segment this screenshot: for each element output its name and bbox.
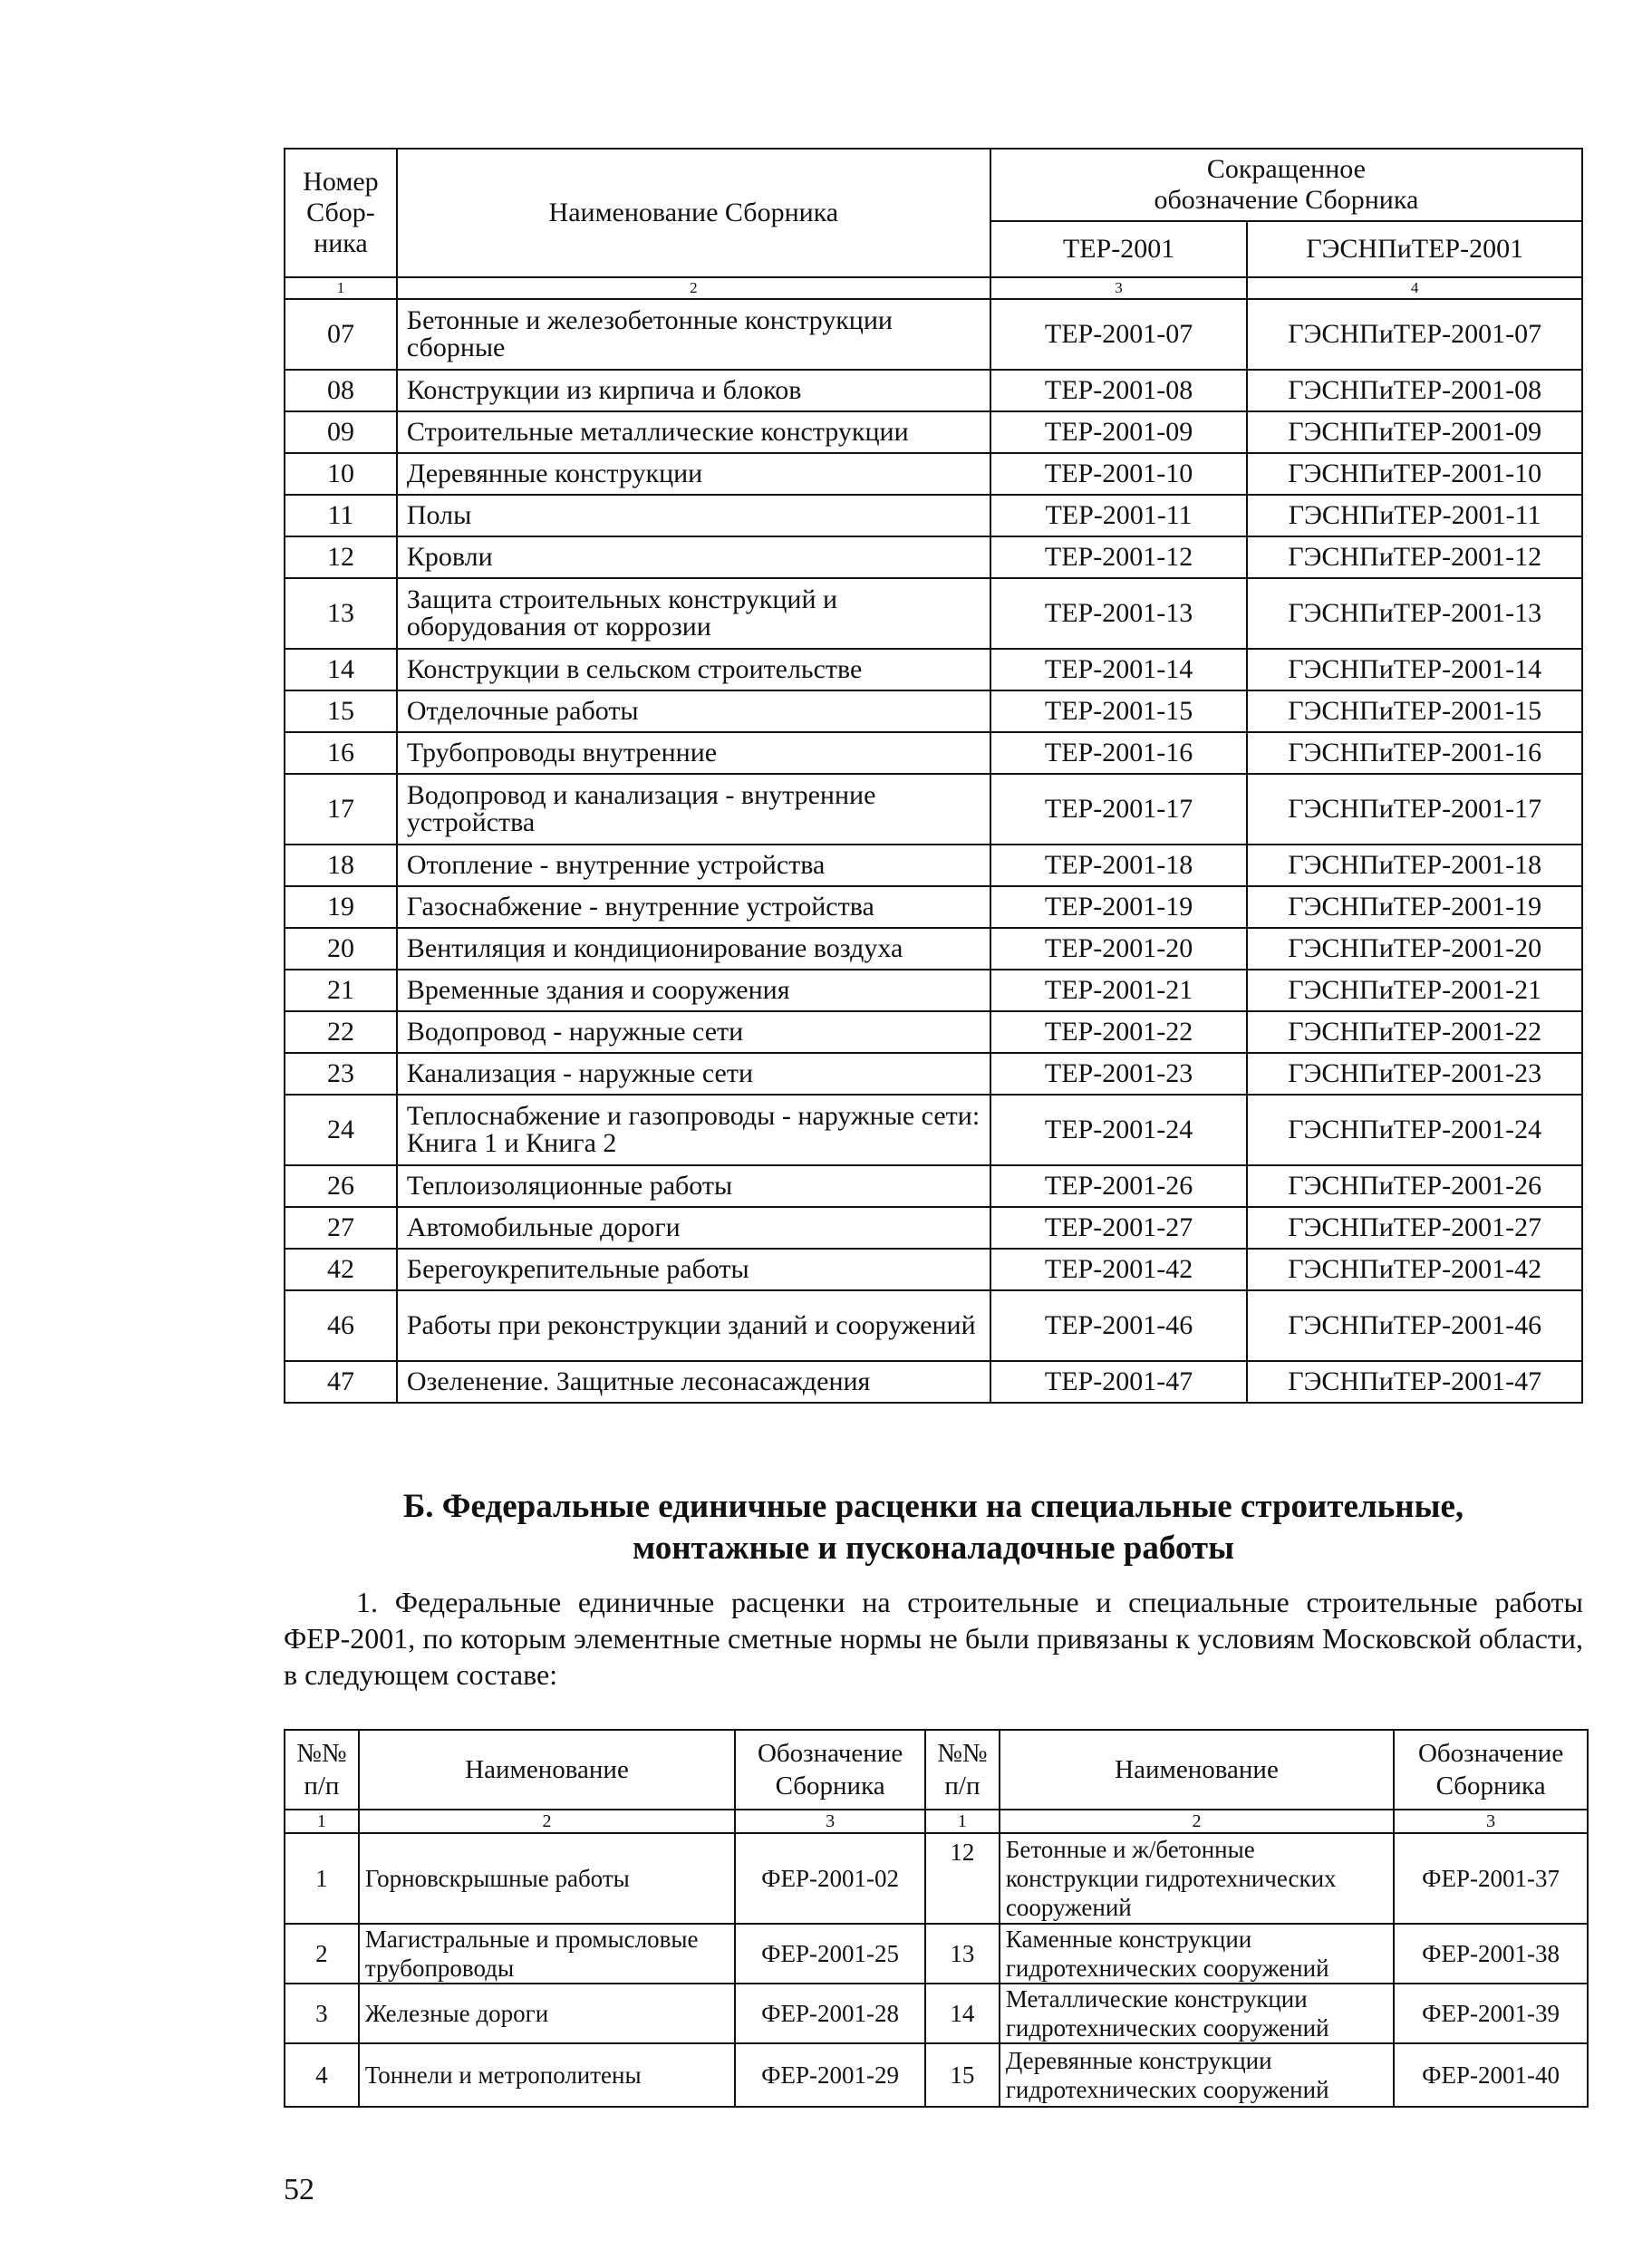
header-item-number: №№ п/п <box>925 1730 1000 1810</box>
gesn-code: ГЭСНПиТЕР-2001-47 <box>1247 1361 1582 1403</box>
item-name: Магистральные и промысловые трубопроводы <box>359 1924 735 1984</box>
table-row <box>285 1165 1582 1207</box>
item-number: 4 <box>285 2043 359 2107</box>
collection-number: 23 <box>285 1053 397 1095</box>
collection-name: Временные здания и сооружения <box>397 970 990 1011</box>
gesn-code: ГЭСНПиТЕР-2001-16 <box>1247 732 1582 774</box>
collection-number: 16 <box>285 732 397 774</box>
ter-code: ТЕР-2001-14 <box>990 649 1248 690</box>
header-group-line: обозначение Сборника <box>1154 185 1419 215</box>
collection-number: 10 <box>285 453 397 495</box>
collection-number: 11 <box>285 495 397 536</box>
item-name: Железные дороги <box>359 1984 735 2043</box>
collection-number: 17 <box>285 774 397 845</box>
ter-code: ТЕР-2001-42 <box>990 1249 1248 1290</box>
item-code: ФЕР-2001-29 <box>735 2043 925 2107</box>
item-name: Бетонные и ж/бетонные конструкции гидротехнических сооружений <box>1000 1833 1394 1924</box>
item-number: 15 <box>925 2043 1000 2107</box>
table-row <box>285 845 1582 886</box>
ter-code: ТЕР-2001-46 <box>990 1290 1248 1361</box>
collection-name: Водопровод и канализация - внутренние устройства <box>397 774 990 845</box>
section-b-title-line: Б. Федеральные единичные расценки на специальные строительные, <box>402 1488 1464 1525</box>
gesn-code: ГЭСНПиТЕР-2001-20 <box>1247 928 1582 970</box>
column-number: 1 <box>285 277 397 299</box>
collection-name: Защита строительных конструкций и оборудования от коррозии <box>397 578 990 649</box>
collection-name: Работы при реконструкции зданий и сооружений <box>397 1290 990 1361</box>
header-group-line: Сокращенное <box>1206 154 1366 184</box>
ter-code: ТЕР-2001-18 <box>990 845 1248 886</box>
collection-name: Трубопроводы внутренние <box>397 732 990 774</box>
gesn-code: ГЭСНПиТЕР-2001-08 <box>1247 370 1582 411</box>
table-row <box>285 1361 1582 1403</box>
header-name: Наименование <box>1000 1730 1394 1810</box>
header-item-number: №№ п/п <box>285 1730 359 1810</box>
collections-table <box>284 148 1583 1404</box>
collection-number: 18 <box>285 845 397 886</box>
ter-code: ТЕР-2001-22 <box>990 1011 1248 1053</box>
collection-number: 46 <box>285 1290 397 1361</box>
gesn-code: ГЭСНПиТЕР-2001-09 <box>1247 411 1582 453</box>
gesn-code: ГЭСНПиТЕР-2001-19 <box>1247 886 1582 928</box>
ter-code: ТЕР-2001-10 <box>990 453 1248 495</box>
table-row <box>285 578 1582 649</box>
ter-code: ТЕР-2001-27 <box>990 1207 1248 1249</box>
item-code: ФЕР-2001-40 <box>1394 2043 1588 2107</box>
ter-code: ТЕР-2001-08 <box>990 370 1248 411</box>
collection-number: 21 <box>285 970 397 1011</box>
page-number: 52 <box>284 2173 314 2206</box>
header-abbreviation-group <box>990 149 1582 221</box>
collection-number: 13 <box>285 578 397 649</box>
gesn-code: ГЭСНПиТЕР-2001-22 <box>1247 1011 1582 1053</box>
collection-number: 47 <box>285 1361 397 1403</box>
collection-number: 12 <box>285 536 397 578</box>
collection-name: Вентиляция и кондиционирование воздуха <box>397 928 990 970</box>
item-code: ФЕР-2001-02 <box>735 1833 925 1924</box>
item-name: Каменные конструкции гидротехнических сооружений <box>1000 1924 1394 1984</box>
gesn-code: ГЭСНПиТЕР-2001-24 <box>1247 1095 1582 1165</box>
gesn-code: ГЭСНПиТЕР-2001-18 <box>1247 845 1582 886</box>
collection-number: 26 <box>285 1165 397 1207</box>
gesn-code: ГЭСНПиТЕР-2001-10 <box>1247 453 1582 495</box>
item-code: ФЕР-2001-39 <box>1394 1984 1588 2043</box>
collection-name: Кровли <box>397 536 990 578</box>
collection-number: 27 <box>285 1207 397 1249</box>
table-row <box>285 495 1582 536</box>
item-name: Тоннели и метрополитены <box>359 2043 735 2107</box>
header-number-line: Сбор- <box>306 198 375 227</box>
collection-name: Водопровод - наружные сети <box>397 1011 990 1053</box>
gesn-code: ГЭСНПиТЕР-2001-27 <box>1247 1207 1582 1249</box>
ter-code: ТЕР-2001-07 <box>990 299 1248 370</box>
ter-code: ТЕР-2001-20 <box>990 928 1248 970</box>
gesn-code: ГЭСНПиТЕР-2001-26 <box>1247 1165 1582 1207</box>
item-code: ФЕР-2001-37 <box>1394 1833 1588 1924</box>
collection-name: Канализация - наружные сети <box>397 1053 990 1095</box>
table-row <box>285 1207 1582 1249</box>
table-row <box>285 1290 1582 1361</box>
collection-name: Конструкции из кирпича и блоков <box>397 370 990 411</box>
table-row <box>285 370 1582 411</box>
section-b-paragraph: 1. Федеральные единичные расценки на строительные и специальные строительные работы ФЕР-2001, по которым элементные сметные нормы не были привязаны к условиям Московской области, в следующем составе: <box>284 1586 1583 1691</box>
gesn-code: ГЭСНПиТЕР-2001-11 <box>1247 495 1582 536</box>
gesn-code: ГЭСНПиТЕР-2001-07 <box>1247 299 1582 370</box>
column-number: 2 <box>397 277 990 299</box>
header-number-line: Номер <box>303 167 379 197</box>
item-number: 14 <box>925 1984 1000 2043</box>
collection-number: 15 <box>285 690 397 732</box>
collection-number: 08 <box>285 370 397 411</box>
collection-name: Отопление - внутренние устройства <box>397 845 990 886</box>
table-row <box>285 774 1582 845</box>
collection-name: Отделочные работы <box>397 690 990 732</box>
collection-number: 07 <box>285 299 397 370</box>
section-b-title-line: монтажные и пусконаладочные работы <box>633 1530 1234 1567</box>
table-row <box>285 2043 1588 2107</box>
header-collection-name: Наименование Сборника <box>397 149 990 277</box>
table-row <box>285 1053 1582 1095</box>
ter-code: ТЕР-2001-26 <box>990 1165 1248 1207</box>
collection-number: 19 <box>285 886 397 928</box>
table-row <box>285 1833 1588 1924</box>
header-ter: ТЕР-2001 <box>990 221 1248 277</box>
gesn-code: ГЭСНПиТЕР-2001-23 <box>1247 1053 1582 1095</box>
collection-name: Газоснабжение - внутренние устройства <box>397 886 990 928</box>
item-name: Металлические конструкции гидротехнических сооружений <box>1000 1984 1394 2043</box>
ter-code: ТЕР-2001-15 <box>990 690 1248 732</box>
item-number: 13 <box>925 1924 1000 1984</box>
ter-code: ТЕР-2001-47 <box>990 1361 1248 1403</box>
ter-code: ТЕР-2001-13 <box>990 578 1248 649</box>
item-number: 12 <box>925 1833 1000 1924</box>
column-number: 4 <box>1247 277 1582 299</box>
column-number: 3 <box>990 277 1248 299</box>
gesn-code: ГЭСНПиТЕР-2001-15 <box>1247 690 1582 732</box>
ter-code: ТЕР-2001-23 <box>990 1053 1248 1095</box>
collection-number: 22 <box>285 1011 397 1053</box>
collection-number: 09 <box>285 411 397 453</box>
table-row <box>285 299 1582 370</box>
item-name: Деревянные конструкции гидротехнических сооружений <box>1000 2043 1394 2107</box>
gesn-code: ГЭСНПиТЕР-2001-12 <box>1247 536 1582 578</box>
collection-name: Озеленение. Защитные лесонасаждения <box>397 1361 990 1403</box>
header-collection-number <box>285 149 397 277</box>
gesn-code: ГЭСНПиТЕР-2001-14 <box>1247 649 1582 690</box>
item-number: 3 <box>285 1984 359 2043</box>
table-row <box>285 732 1582 774</box>
item-code: ФЕР-2001-38 <box>1394 1924 1588 1984</box>
header-name: Наименование <box>359 1730 735 1810</box>
collection-name: Деревянные конструкции <box>397 453 990 495</box>
fer-collections-table <box>284 1729 1589 2108</box>
collection-number: 42 <box>285 1249 397 1290</box>
item-name: Горновскрышные работы <box>359 1833 735 1924</box>
table-row <box>285 536 1582 578</box>
ter-code: ТЕР-2001-09 <box>990 411 1248 453</box>
table-row <box>285 1011 1582 1053</box>
collection-number: 20 <box>285 928 397 970</box>
item-code: ФЕР-2001-28 <box>735 1984 925 2043</box>
table-row <box>285 928 1582 970</box>
table-row <box>285 1249 1582 1290</box>
table-row <box>285 411 1582 453</box>
gesn-code: ГЭСНПиТЕР-2001-46 <box>1247 1290 1582 1361</box>
table-row <box>285 690 1582 732</box>
column-number: 2 <box>359 1810 735 1833</box>
header-code: Обозначение Сборника <box>1394 1730 1588 1810</box>
collection-name: Строительные металлические конструкции <box>397 411 990 453</box>
collection-name: Теплоснабжение и газопроводы - наружные сети: Книга 1 и Книга 2 <box>397 1095 990 1165</box>
gesn-code: ГЭСНПиТЕР-2001-21 <box>1247 970 1582 1011</box>
ter-code: ТЕР-2001-24 <box>990 1095 1248 1165</box>
collection-name: Теплоизоляционные работы <box>397 1165 990 1207</box>
collection-number: 24 <box>285 1095 397 1165</box>
gesn-code: ГЭСНПиТЕР-2001-17 <box>1247 774 1582 845</box>
table-row <box>285 1095 1582 1165</box>
ter-code: ТЕР-2001-16 <box>990 732 1248 774</box>
collection-name: Берегоукрепительные работы <box>397 1249 990 1290</box>
column-number: 1 <box>925 1810 1000 1833</box>
ter-code: ТЕР-2001-11 <box>990 495 1248 536</box>
header-code: Обозначение Сборника <box>735 1730 925 1810</box>
table-row <box>285 886 1582 928</box>
item-code: ФЕР-2001-25 <box>735 1924 925 1984</box>
ter-code: ТЕР-2001-19 <box>990 886 1248 928</box>
gesn-code: ГЭСНПиТЕР-2001-42 <box>1247 1249 1582 1290</box>
table-row <box>285 453 1582 495</box>
column-number: 1 <box>285 1810 359 1833</box>
column-number: 3 <box>735 1810 925 1833</box>
item-number: 2 <box>285 1924 359 1984</box>
column-number: 2 <box>1000 1810 1394 1833</box>
ter-code: ТЕР-2001-21 <box>990 970 1248 1011</box>
table-row <box>285 1984 1588 2043</box>
ter-code: ТЕР-2001-17 <box>990 774 1248 845</box>
section-b-title <box>284 1486 1583 1569</box>
collection-name: Бетонные и железобетонные конструкции сборные <box>397 299 990 370</box>
header-gesn: ГЭСНПиТЕР-2001 <box>1247 221 1582 277</box>
collection-number: 14 <box>285 649 397 690</box>
table-row <box>285 1924 1588 1984</box>
item-number: 1 <box>285 1833 359 1924</box>
ter-code: ТЕР-2001-12 <box>990 536 1248 578</box>
header-number-line: ника <box>314 228 368 258</box>
gesn-code: ГЭСНПиТЕР-2001-13 <box>1247 578 1582 649</box>
table-row <box>285 649 1582 690</box>
column-number: 3 <box>1394 1810 1588 1833</box>
collection-name: Конструкции в сельском строительстве <box>397 649 990 690</box>
collection-name: Полы <box>397 495 990 536</box>
collection-name: Автомобильные дороги <box>397 1207 990 1249</box>
table-row <box>285 970 1582 1011</box>
